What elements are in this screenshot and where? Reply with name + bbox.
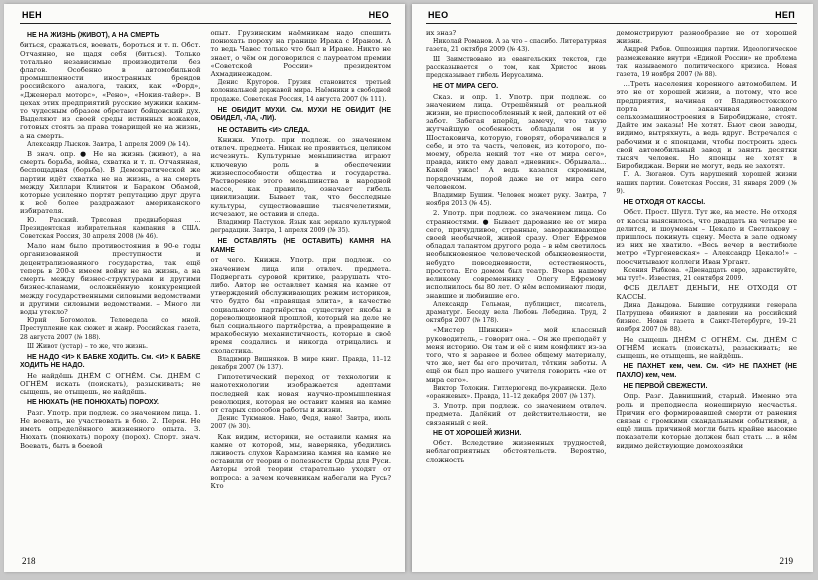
column-1 [426,29,607,541]
citation-source: Владимир Пастухов. Язык как зеркало культурной деградации. Завтра, 1 апреля 2009 (№ 35). [210,219,391,235]
left-page [4,4,405,572]
page-number: 218 [22,556,36,566]
header-left: НЕО [428,10,449,20]
citation-source: Ксения Рыбкова. «Двенадцать евро, здравствуйте, мы тут!». Известия, 21 сентября 2009. [616,266,797,283]
header-right: НЕП [775,10,795,20]
entry-text: Книжн. Употр. при подлеж. со значением отвлеч. предмета. Никак не проявиться, целиком исчезнуть. Культурные меньшинства играют ключевую роль в обеспечении жизнеспособности общества и государства. Растворение этого меньшинства в народной массе, как правило, означает гибель цивилизации. Бывает так, что бесследные культуры, существовавшие тысячелетиями, исчезают, не оставив и следа. [210,136,391,218]
entry-text: Опр. Разг. Давнишний, старый. Именно эта роль и преподнесла нонеширную несчастья. Причин его формировавшей смерти от ранения связан с громкими скандальными событиями, а ещё лишь причиной могли быть крайне высокие показатели которые должен был стать ... в нём видимо действующие домохозяйки [616,392,797,450]
citation-source: Николай Романов. А за что – спасибо. Литературная газета, 21 октября 2009 (№ 43). [426,38,607,54]
citation-source: Владимир Вишняков. В мире книг. Правда, 11–12 декабря 2007 (№ 137). [210,355,391,371]
entry-headword: НЕ НЮХАТЬ (НЕ ПОНЮХАТЬ) ПОРОХУ. [27,399,159,407]
citation-source: Денис Кругоров. Грузия становится третьей колониальной державой мира. Наёмники в свободной продаже. Советская Россия, 14 августа 2007 (№ 111). [210,79,391,103]
citation-source: Г. А. Зюганов. Суть нарушений хорошей жизни наших партии. Советская Россия, 31 января 2009 (№ 9). [616,171,797,195]
entry-headword: НЕ ОСТАВЛЯТЬ (НЕ ОСТАВИТЬ) КАМНЯ НА КАМНЕ [210,238,391,254]
citation-source: Дина Давыдова. Бывшие сотрудники генерала Патрушева обвиняют в давлении на российский бизнес. Новая газета в Санкт-Петербурге, 19–21 ноября 2007 (№ 88). [616,301,797,334]
citation-source: Александр Лысков. Завтра, 1 апреля 2009 (№ 14). [27,140,191,148]
entry-text: Обст. Вследствие жизненных трудностей, неблагоприятных обстоятельств. Вероятно, сложность [426,439,607,464]
entry-text: ...Треть населения коренного автомобилем. И это не от хорошей жизни, а потому, что все предприятия, начиная от Владивостокского порта и заканчивая заводом сельхозмашиностроения в Биробиджане, стоят. Дайте им заказы! Не хотят. Бьют свои заводы, видимо, вытряхнуть, а ведь вдруг. Встречался с рабочими и с японцами, чтобы построить здесь свой автомобильный завод и занять десятки тысяч человек. Но японцы не хотят в Биробиджан. Верни не могут, ведь не захотят. [616,80,797,171]
citation-source: Виктор Толокин. Гитлерюгенд по-украински. Дело «оранжевых». Правда, 11–12 декабря 2007 (№ 137). [426,384,607,400]
citation-source: Денис Тукманов. Нано, Федя, нано! Завтра, июль 2007 (№ 30). [210,415,391,431]
right-page [412,4,813,572]
entry-text: Разг. Употр. при подлеж. со значением лица. 1. Не воевать, не участвовать в бою. 2. Перен. Не иметь определённого жизненного опыта. 3. Нюхать (понюхать) пороху (порох). Спорт. знач. Воевать, быть в боевой [20,408,201,450]
running-header [20,10,391,24]
entry-text: их зназ? [426,29,457,37]
text-columns [20,29,391,541]
citation-source: Ш Живот (устар) – то же, что жизнь. [27,342,148,350]
entry-text: опыт. Грузинским наёмникам надо спешить понюхать пороху на границе Ирака с Ираном. А то ведь Чавес только что был в Иране. Никто не знает, о чём он договорился с лауреатом премии «Советской России» президентом Ахмадинежадом. [210,29,391,79]
entry-text: Гипотетический переход от технологии к нанотехнологии изображается адептами последней как новая научно-промышленная революция, которая не оставит камня на камне от старых способов работы и жизни. [210,373,391,414]
citation-source: Ю. Разский. Трясовая предвыборная ... Президентская избирательная кампания в США. Советская Россия, 30 апреля 2008 (№ 46). [20,216,201,241]
column-2 [617,29,798,541]
entry-text: Обст. Прост. Шутл. Тут же, на месте. Не отходя от кассы выяснилось, что двадцать на четыре не делится, и шоуменам – Цекало и Светлакову – пришлось покинуть сцену. Места в зале одному из них не хватило. «Весь вечер в вестибюле метро «Тургеневская» – Александр Цекало!» – поосчитывают коллеги Иван Ургант. [616,208,797,266]
page-number: 219 [779,556,793,566]
entry-text: Мало нам было противостояния в 90-е годы организованной преступности и децентрализованного государства, так ещё теперь в 200-х имеем войну не на жизнь, а на смерть между бизнес-структурами и другими бизнес-кланами, осложнённую конкуренцией между государственными силовыми ведомствами и другими силовыми ведомствами. – Много ли воды утекло? [20,242,201,316]
column-1 [20,29,201,541]
entry-headword: НЕ ОТ ХОРОШЕЙ ЖИЗНИ. [433,429,522,437]
entry-text: биться, сражаться, воевать, бороться и т. п. Обст. Отчаянно, не щадя себя (биться). Только тотально независимые производители без флагов. Особенно в автомобильной промышленности иностранных брендов российского аналога, таких, как «Форд», «Дженерал моторс», «Рено», «Нокия-тайер». В цехах этих предприятий русские мужики каким-то чудесным образом обретают бойцовский дух. Выделяют из своей среды истинных вожаков, готовых стоять за права товарищей не на жизнь, а на смерть. [20,41,201,140]
entry-headword: НЕ ПЕРВОЙ СВЕЖЕСТИ. [623,382,708,390]
entry-text: демонстрируют разнообразие не от хорошей жизни. [616,29,797,46]
header-right: НЕО [368,10,389,20]
header-left: НЕН [22,10,42,20]
citation-source: Владимир Бушин. Человек может руку. Завтра, 7 ноября 2013 (№ 45). [426,192,607,208]
entry-text: от чего. Книжн. Употр. при подлеж. со значением лица или отвлеч. предмета. Подвергать суровой критике, разрушать что-либо. Автор не оставляет камня на камне от утверждений обслуживающих режим историков, что будто бы «правящая элита», в качестве социального партнёрства существует якобы в дореволюционной прошлой, который на деле не был социального партнёрства, а превращение в мракобесную механистичность, которые в своё время создались и никогда отрицались и схоластика. [210,256,391,355]
entry-text: В знач. опр. ● Не на жизнь (живот), а на смерть борьба, война, схватка и т. п. Отчаянная, беспощадная (борьба). В Демократической же партии идёт схватка не на жизнь, а на смерть между Хиллари Клинтон и Бараком Обамой, которые усиленно портят репутацию друг друга к всё более раздражают американского избирателя. [20,150,201,216]
citation-source: Юрий Богомолов. Телеведела со мной. Преступление как сюжет и жанр. Российская газета, 28 августа 2007 (№ 188). [20,317,201,341]
entry-text: Не сыщешь ДНЁМ С ОГНЁМ. См. ДНЁМ С ОГНЁМ искать (поискать), разыскивать; не сыщешь, не отыщешь, не найдёшь. [616,335,797,360]
citation-source: Александр Гельман, публицист, писатель, драматург. Беседу вела Любовь Лебедина. Труд, 2 октября 2007 (№ 178). [426,300,607,325]
column-2 [211,29,392,541]
entry-headword: НЕ ОТХОДЯ ОТ КАССЫ. [623,199,706,207]
citation-source: Ш Заимствовано из евангельских текстов, где рассказывается о том, как Христос вновь предсказывает гибель Иерусалима. [426,55,607,80]
entry-text: Не найдёшь ДНЁМ С ОГНЁМ. См. ДНЁМ С ОГНЁМ искать (поискать), разыскивать; не сыщешь, не отыщешь, не найдёшь. [20,371,201,397]
entry-text: Как видим, историки, не оставили камня на камне от которой, мы, наверняка, убедились лживость слухов Карамзина камня на камне не оставили от теории о полезности Орды для Руси. Авторы этой теории старательно уходят от вопроса: а зачем кочевникам набегали на Русь? Кто [210,432,391,490]
entry-headword: НЕ ОТ МИРА СЕГО. [433,83,499,91]
entry-text: «Мистер Шинкин» – мой классный руководитель, – говорит она. – Он же преподаёт у меня историю. Он там и её с ним конфликт из-за того, что я заранее и более общему материалу, что же, нет бы его прочитал, тёткин заботы. А ещё он был про нашего учителя говорить «не от мира сего». [426,326,607,384]
entry-headword: НЕ НАДО <И> К БАБКЕ ХОДИТЬ. См. <И> К БАБКЕ ХОДИТЬ НЕ НАДО. [20,353,201,370]
entry-headword: НЕ ОБИДИТ МУХИ. См. МУХИ НЕ ОБИДИТ (НЕ ОБИДЕЛ, -ЛА, -ЛИ). [210,106,391,123]
entry-headword: НЕ ПАХНЕТ кем, чем. См. <И> НЕ ПАХНЕТ (НЕ ПАХЛО) кем, чем. [616,363,797,379]
entry-text: Сказ. и опр. 1. Употр. при подлеж. со значением лица. Отрешённый от реальной жизни, не приспособленный к ней, далекий от её забот. Забегая вперёд, замечу, что такую жутчайшую особенность обладали он и у Шостаковича, которую, говорят, оборачивался в себе, и это та часть, человек, из которого, по-моему, обрела некий тот «не от мира сего», правда, никто ему давал «дневник». Обрывала... Какой ужас! А ведь казался скромным, порядочным, порой даже не от мира сего человеком. [426,92,607,191]
running-header [426,10,797,24]
entry-headword: НЕ ОСТАВИТЬ <И> СЛЕДА. [217,126,310,134]
entry-text: 3. Употр. при подлеж. со значением отвлеч. предмета. Далёкий от действительности, не связанный с ней. [426,402,607,427]
entry-headword: НЕ НА ЖИЗНЬ (ЖИВОТ), А НА СМЕРТЬ [27,32,160,39]
citation-source: Андрей Рябов. Оппозиция партии. Идеологическое размежевание внутри «Единой России» не проблема так называемого политического кризиса. Новая газета, 19 ноября 2007 (№ 88). [616,46,797,79]
text-columns [426,29,797,541]
entry-text: 2. Употр. при подлеж. со значением лица. Со странностями. ● Бывает дарование не от мира сего, причудливое, странные, завораживающее своей необычной, живой сразу. Олег Ефремов обладал талантом другого рода – в нём светилось необыкновенное человеческой обыкновенности, небудто повседневности, естественность, простота. Его домом был театр. Вчера нашему великому современнику Олегу Ефремову исполнилось бы 80 лет. О нём вспоминают люди, знавшие и любившие его. [426,209,607,300]
entry-text: ФСБ ДЕЛАЕТ ДЕНЬГИ, НЕ ОТХОДЯ ОТ КАССЫ. [616,284,797,301]
